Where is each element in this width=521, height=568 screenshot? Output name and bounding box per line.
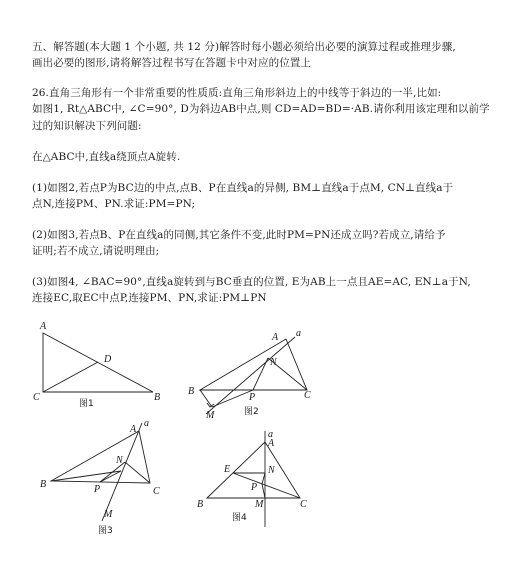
- fig2-bm: [200, 390, 212, 407]
- fig4-label-line-a: a: [268, 429, 273, 440]
- problem-setup: 在△ABC中,直线a绕顶点A旋转.: [32, 151, 181, 163]
- fig2-label-m: M: [206, 410, 215, 421]
- fig3-line-a: [102, 423, 142, 521]
- fig4-caption: 图4: [232, 513, 247, 523]
- fig4-label-e: E: [224, 464, 231, 475]
- fig1-label-a: A: [40, 321, 47, 332]
- fig4-label-a: A: [268, 438, 275, 449]
- fig4-label-n: N: [268, 465, 275, 476]
- section-heading-line2: 画出必要的图形,请将解答过程书写在答题卡中对应的位置上: [32, 57, 312, 69]
- fig2-label-p: P: [249, 392, 256, 403]
- fig3-label-a: A: [130, 424, 137, 435]
- fig3-label-p: P: [94, 484, 101, 495]
- fig2-label-c: C: [304, 390, 311, 401]
- fig3-label-line-a: a: [144, 418, 149, 429]
- problem-intro-line1: 26.直角三角形有一个非常重要的性质质:直角三角形斜边上的中线等于斜边的一半,比如:: [32, 87, 442, 99]
- question1-line2: 点N,连接PM、PN.求证:PM=PN;: [32, 198, 196, 210]
- fig2-pn: [253, 358, 268, 390]
- question3-line1: (3)如图4, ∠BAC=90°,直线a旋转到与BC垂直的位置, E为AB上一点且AE=AC, EN⊥a于N,: [32, 276, 471, 288]
- fig2-pm: [212, 390, 256, 407]
- fig4-label-b: B: [197, 499, 204, 510]
- fig3-label-b: B: [40, 479, 47, 490]
- question1-line1: (1)如图2,若点P为BC边的中点,点B、P在直线a的异侧, BM⊥直线a于点M, CN⊥直线a于: [32, 182, 454, 194]
- fig4-label-c: C: [300, 499, 307, 510]
- problem-intro-line2: 如图1, Rt△ABC中, ∠C=90°, D为斜边AB中点,则 CD=AD=BD=·AB.请你利用该定理和以前学: [32, 103, 490, 115]
- fig2-caption: 图2: [244, 407, 259, 417]
- fig1-label-d: D: [104, 354, 112, 365]
- fig3-label-n: N: [116, 455, 123, 466]
- fig2-label-a: A: [272, 332, 279, 343]
- fig1-label-c: C: [33, 392, 40, 403]
- fig2-triangle: [200, 339, 307, 390]
- fig1-median-cd: [43, 362, 98, 392]
- question2-line2: 证明;若不成立,请说明理由;: [32, 245, 160, 257]
- fig3-caption: 图3: [98, 526, 113, 536]
- fig4-label-m: M: [255, 499, 264, 510]
- problem-intro-line3: 过的知识解决下列问题:: [32, 120, 142, 132]
- fig1-label-b: B: [154, 392, 161, 403]
- fig2-label-n: N: [270, 357, 277, 368]
- fig2-label-b: B: [188, 386, 195, 397]
- fig3-label-c: C: [153, 486, 160, 497]
- fig4-ec: [233, 473, 300, 498]
- fig4-label-p: P: [251, 482, 258, 493]
- fig3-label-m: M: [104, 509, 113, 520]
- fig2-label-line-a: a: [296, 328, 301, 339]
- section-heading-line1: 五、解答题(本大题 1 个小题, 共 12 分)解答时每小题必须给出必要的演算过程或推理步骤,: [32, 41, 456, 53]
- question3-line2: 连接EC,取EC中点P,连接PM、PN,求证:PM⊥PN: [32, 292, 267, 304]
- fig1-caption: 图1: [79, 399, 94, 409]
- question2-line1: (2)如图3,若点B、P在直线a的同侧,其它条件不变,此时PM=PN还成立吗?若成立,请给予: [32, 229, 446, 241]
